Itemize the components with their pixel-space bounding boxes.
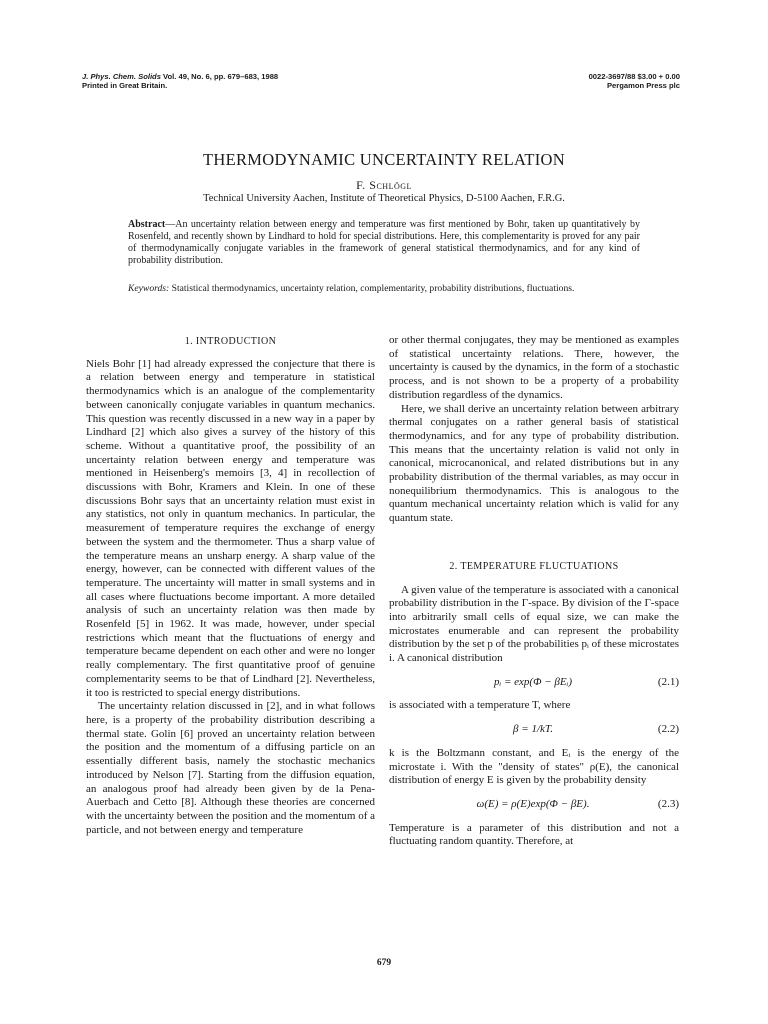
journal-name: J. Phys. Chem. Solids <box>82 72 161 81</box>
abstract-text: —An uncertainty relation between energy and temperature was first mentioned by Bohr, taken up quantitatively by Rosenfeld, and recently shown by Lindhard to hold for special distributions. Here, this complementarity is proved for any pair of thermodynamically conjugate variables in the framework of general statistical thermodynamics, and for any kind of probability distribution. <box>128 219 640 266</box>
abstract <box>128 219 640 267</box>
temp-paragraph-2: is associated with a temperature T, where <box>389 699 571 712</box>
journal-citation: Vol. 49, No. 6, pp. 679–683, 1988 <box>163 72 279 81</box>
intro-paragraph-3: or other thermal conjugates, they may be mentioned as examples of statistical uncertainty relations. There, however, the uncertainty is caused by the dynamics, in the form of a stochastic process, and is not shown to be a property of a probability distribution regardless of the dynamics. <box>389 334 679 401</box>
publisher-header <box>589 72 680 90</box>
paper-title: THERMODYNAMIC UNCERTAINTY RELATION <box>202 150 565 169</box>
equation-2-3 <box>389 798 679 812</box>
equation-number: (2.1) <box>657 675 679 688</box>
printed-note: Printed in Great Britain. <box>82 81 168 90</box>
equation-formula: ω(E) = ρ(E)exp(Φ − βE). <box>476 797 590 810</box>
section-heading-introduction: 1. INTRODUCTION <box>184 336 277 347</box>
section-heading-temperature-fluctuations: 2. TEMPERATURE FLUCTUATIONS <box>449 560 619 572</box>
article-code: 0022-3697/88 $3.00 + 0.00 <box>588 72 680 81</box>
temp-paragraph-3: k is the Boltzmann constant, and Eᵢ is the energy of the microstate i. With the "density of states" ρ(E), the canonical distribution of energy E is given by the probability density <box>389 746 679 787</box>
intro-paragraph-2: The uncertainty relation discussed in [2], and in what follows here, is a property of the probability distribution describing a thermal state. Golin [6] proved an uncertainty relation between the position and the momentum of a diffusing particle on an essentially different basis, namely the stochastic mechanics introduced by Nelson [7]. Starting from the diffusion equation, an analogous proof had already been given by de la Pena-Auerbach and Cetto [8]. Although these theories are concerned with the uncertainty between the position and the momentum of a particle, and not between energy and temperature <box>86 700 375 836</box>
publisher-name: Pergamon Press plc <box>606 81 680 90</box>
equation-formula: pᵢ = exp(Φ − βEᵢ) <box>494 675 572 688</box>
equation-number: (2.2) <box>657 723 679 736</box>
equation-number: (2.3) <box>657 797 679 810</box>
keywords <box>128 283 640 295</box>
equation-2-2 <box>389 723 679 737</box>
right-column <box>389 334 679 849</box>
equation-2-1 <box>389 676 679 690</box>
equation-formula: β = 1/kT. <box>513 723 553 736</box>
intro-paragraph-1: Niels Bohr [1] had already expressed the conjecture that there is a relation between energy and temperature in statistical thermodynamics which is an analogue of the complementarity between canonically conjugate variables in quantum mechanics. This question was recently discussed in a new way in a paper by Lindhard [2] which also gives a survey of the history of this scheme. Without a quantitative proof, the possibility of an uncertainty relation between energy and temperature was mentioned in Heisenberg's memoirs [3, 4] in recollection of discussions with Bohr, Kramers and Klein. In one of these discussions Bohr says that an uncertainty relation must exist in any statistics, not only in quantum mechanics. In particular, the measurement of temperature requires the exchange of energy between the system and the thermometer. Thus a sharp value of the temperature means an unsharp energy. A sharp value of the energy, however, can be connected with different values of the temperature. The uncertainty will matter in small systems and in all cases where fluctuations become important. A more detailed analysis of such an uncertainty relation was then made by Rosenfeld [5] in 1962. It was made, however, under special restrictions which meant that the fluctuations of energy and temperature became dependent on each other and were no longer really complementary. The first quantitative proof of genuine complementarity seems to be that of Lindhard [2]. Nevertheless, it too is restricted to special energy distributions. <box>86 357 375 699</box>
temp-paragraph-4: Temperature is a parameter of this distribution and not a fluctuating random quantity. Therefore, at <box>389 821 679 848</box>
abstract-label: Abstract <box>128 219 166 230</box>
keywords-label: Keywords: <box>128 283 170 294</box>
temp-paragraph-1: A given value of the temperature is associated with a canonical probability distribution in the Γ-space. By division of the Γ-space into arbitrarily small cells of equal size, we can make the microstates enumerable and can represent the probability distribution by the set p of the probabilities pᵢ of these microstates i. A canonical distribution <box>389 583 679 665</box>
author-affiliation: Technical University Aachen, Institute of Theoretical Physics, D-5100 Aachen, F.R.G. <box>203 193 565 204</box>
left-column <box>86 335 375 837</box>
keywords-text: Statistical thermodynamics, uncertainty relation, complementarity, probability distributions, fluctuations. <box>169 283 575 294</box>
journal-header <box>82 72 278 90</box>
intro-paragraph-4: Here, we shall derive an uncertainty relation between arbitrary thermal conjugates on a rather general basis of statistical thermodynamics, and for any type of probability distribution. This means that the uncertainty relation is valid not only in canonical, microcanonical, and related distributions but in any probability distribution of the thermal variables, as may occur in nonequilibrium thermodynamics. This is analogous to the quantum mechanical uncertainty relation which is valid for any quantum state. <box>389 402 679 525</box>
page-number: 679 <box>376 958 392 968</box>
author-name: F. Schlögl <box>356 178 412 192</box>
